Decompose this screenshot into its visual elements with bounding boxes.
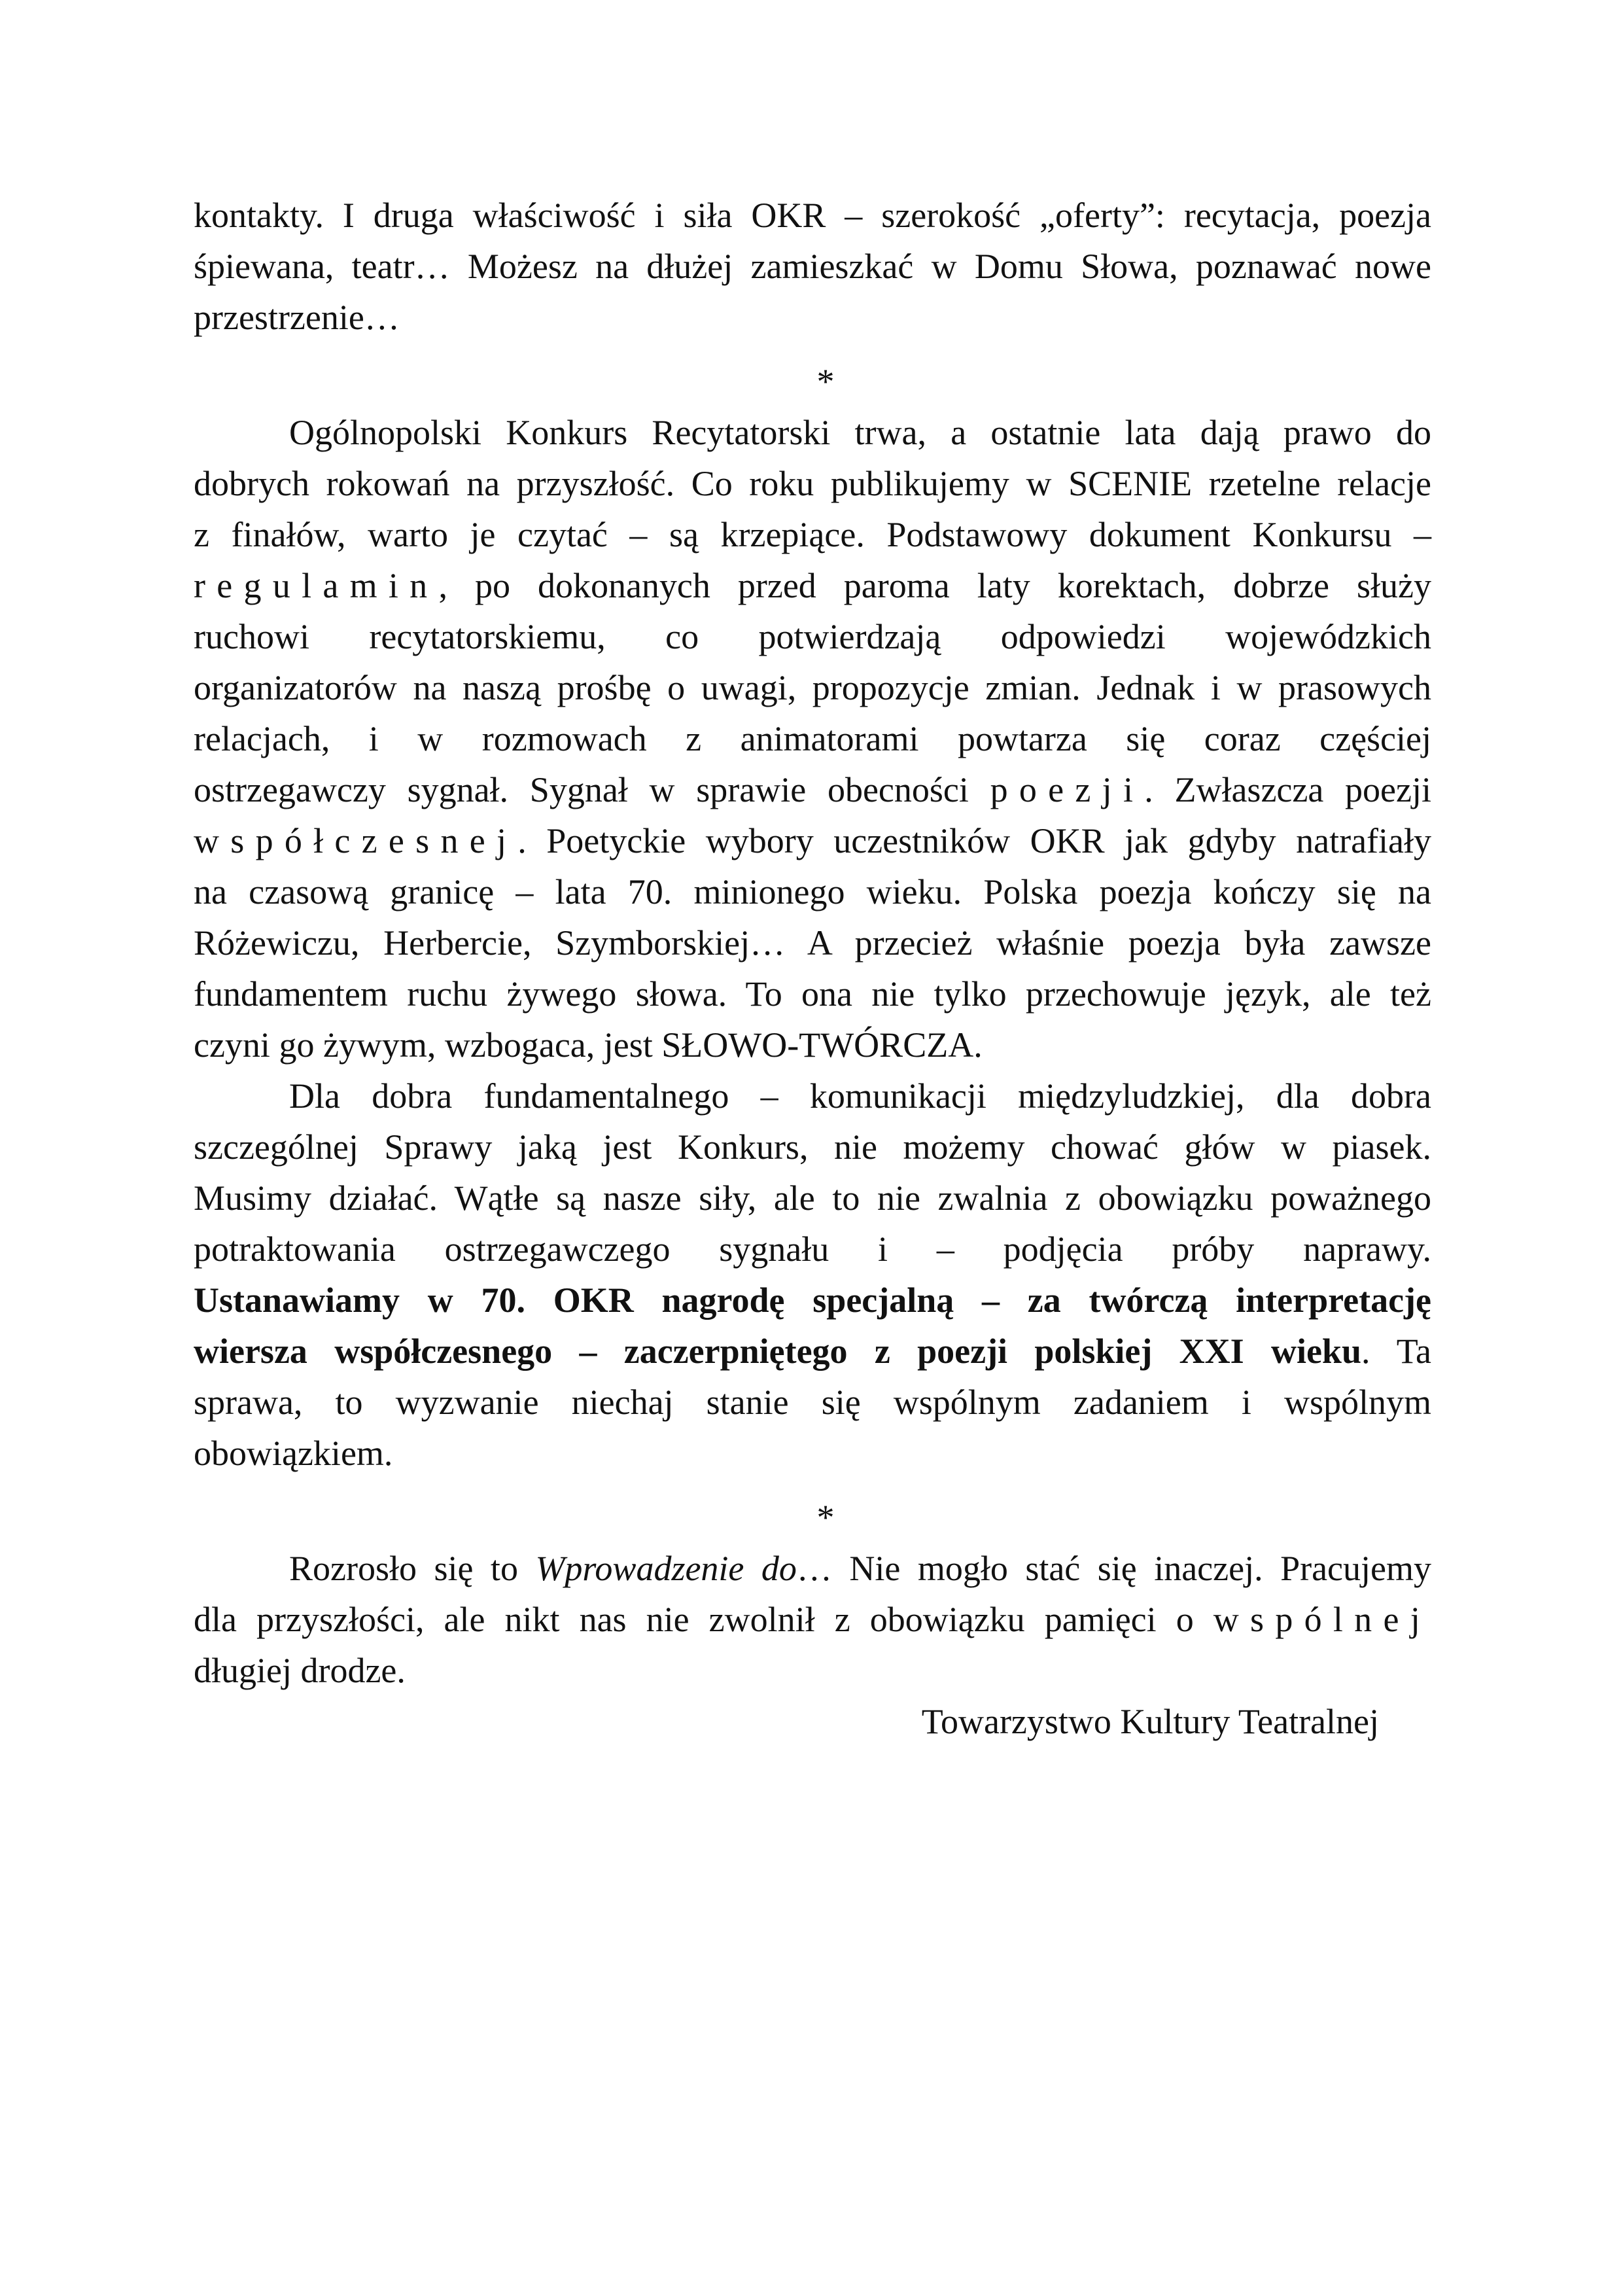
paragraph-4 (194, 1543, 1431, 1696)
text-line: czyni go żywym, wzbogaca, jest SŁOWO-TWÓRCZA. (194, 1025, 983, 1065)
bold-announcement: Ustanawiamy w 70. OKR nagrodę specjalną – za twórczą interpretację (194, 1280, 1431, 1320)
paragraph-3 (194, 1070, 1431, 1479)
text-line: śpiewana, teatr… Możesz na dłużej zamieszkać w Domu Słowa, poznawać nowe (194, 247, 1431, 286)
text-line: fundamentem ruchu żywego słowa. To ona nie tylko przechowuje język, ale też (194, 974, 1431, 1014)
bold-announcement: wiersza współczesnego – zaczerpniętego z poezji polskiej XXI wieku (194, 1332, 1361, 1371)
text-line: z finałów, warto je czytać – są krzepiące. Podstawowy dokument Konkursu – (194, 515, 1431, 554)
signature: Towarzystwo Kultury Teatralnej (921, 1702, 1379, 1741)
text-line (194, 1594, 1431, 1645)
text-fragment: . Zwłaszcza poezji (1144, 770, 1431, 809)
text-line (194, 815, 1431, 866)
text-line: Ogólnopolski Konkurs Recytatorski trwa, a ostatnie lata dają prawo do (289, 413, 1431, 452)
text-line (194, 1275, 1431, 1326)
paragraph-2 (194, 407, 1431, 1070)
text-line: obowiązkiem. (194, 1434, 393, 1473)
text-line: Różewiczu, Herbercie, Szymborskiej… A przecież właśnie poezja była zawsze (194, 923, 1431, 963)
text-line (194, 1543, 1431, 1594)
text-line (194, 560, 1431, 611)
text-line: na czasową granicę – lata 70. minionego wieku. Polska poezja kończy się na (194, 872, 1431, 911)
text-line (194, 1326, 1431, 1377)
text-line: kontakty. I druga właściwość i siła OKR – szerokość „oferty”: recytacja, poezja (194, 196, 1431, 235)
text-line: relacjach, i w rozmowach z animatorami powtarza się coraz częściej (194, 719, 1431, 758)
document-page (194, 190, 1431, 1747)
text-fragment: dla przyszłości, ale nikt nas nie zwolnił z obowiązku pamięci o (194, 1600, 1213, 1639)
emphasized-word: poezji (990, 770, 1145, 809)
text-line: Musimy działać. Wątłe są nasze siły, ale to nie zwalnia z obowiązku poważnego (194, 1178, 1431, 1218)
text-line: Dla dobra fundamentalnego – komunikacji międzyludzkiej, dla dobra (289, 1076, 1431, 1116)
section-separator: * (816, 362, 835, 401)
text-line: potraktowania ostrzegawczego sygnału i – podjęcia próby naprawy. (194, 1229, 1431, 1269)
text-fragment: … Nie mogło stać się inaczej. Pracujemy (796, 1549, 1432, 1588)
text-fragment: , po dokonanych przed paroma laty korektach, dobrze służy (438, 566, 1431, 605)
text-line: przestrzenie… (194, 298, 400, 337)
paragraph-1 (194, 190, 1431, 343)
emphasized-word: regulamin (194, 566, 439, 605)
emphasized-word: współczesnej (194, 821, 518, 860)
text-line: ruchowi recytatorskiemu, co potwierdzają odpowiedzi wojewódzkich (194, 617, 1431, 656)
text-line: szczególnej Sprawy jaką jest Konkurs, nie możemy chować głów w piasek. (194, 1127, 1431, 1167)
italic-title: Wprowadzenie do (535, 1549, 797, 1588)
section-separator: * (816, 1498, 835, 1537)
text-fragment: . Poetyckie wybory uczestników OKR jak gdyby natrafiały (517, 821, 1431, 860)
text-line: długiej drodze. (194, 1651, 406, 1690)
text-fragment: ostrzegawczy sygnał. Sygnał w sprawie obecności (194, 770, 990, 809)
text-line: sprawa, to wyzwanie niechaj stanie się wspólnym zadaniem i wspólnym (194, 1383, 1431, 1422)
text-line (194, 764, 1431, 815)
emphasized-word: wspólnej (1213, 1600, 1431, 1639)
text-line: organizatorów na naszą prośbę o uwagi, propozycje zmian. Jednak i w prasowych (194, 668, 1431, 707)
text-fragment: . Ta (1361, 1332, 1431, 1371)
text-fragment: Rozrosło się to (289, 1549, 536, 1588)
text-line: dobrych rokowań na przyszłość. Co roku publikujemy w SCENIE rzetelne relacje (194, 464, 1431, 503)
